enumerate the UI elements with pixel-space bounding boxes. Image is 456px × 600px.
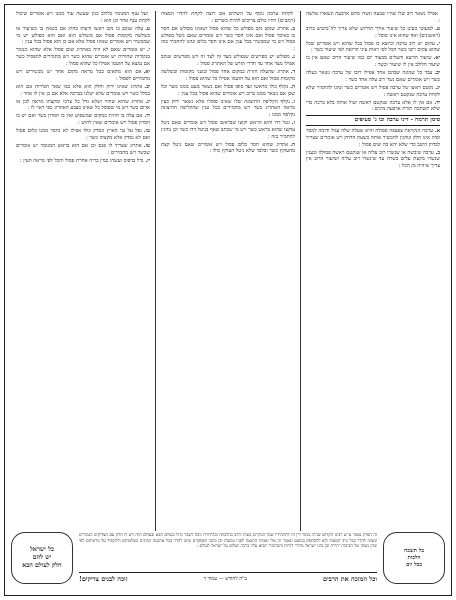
paragraph [16, 11, 150, 25]
paragraph [16, 26, 150, 46]
paragraph-text: אתרוג שהעלה חזזית במקום אחד פסול ובשני מקומות ובשלשה מקומות פסול ואם הוא על חוטמו אפילו כל שהוא פסול : [161, 68, 295, 82]
paragraph [306, 85, 440, 99]
paragraph [16, 158, 150, 165]
paragraph-text: עלה שנקב בו נקב ראשו ודעתו בחוץ אם כשאין בו כשיעור או בשלשה מקומות פסול אם משולש הוא ואם הוא מפולש יש מי שמכשיר ויש אומרים שאינו פסול אלא אם כן הוא פסול בכל ענין : [16, 25, 150, 46]
paragraph-mark: יב. [144, 83, 150, 90]
logo-line: בכל יום [406, 561, 422, 568]
paragraph [306, 26, 440, 40]
paragraph-text: נפל על גבי הארץ ונסדק כולו אפילו לא נחסר ממנו כלום פסול ואם לא נסדק אלא מקצתו כשר : [16, 128, 150, 141]
paragraph [306, 150, 440, 170]
paragraph-text: עבד כל שמונה שבהם אחד אפילו רובו של ערבה נשאר בעלה כשר ויש אומרים שאם נשר רוב עלה אחד כשר : [306, 70, 440, 83]
paragraph [161, 69, 295, 83]
paragraph-mark: ג. [291, 54, 295, 61]
footer-note: זה הפרק נאמר ע"ש רבינו הקדוש שהיה מוסר דין זה לתלמידיו שכל המקיים מצות לולב כהלכתה ובהידורה זוכה לשכר גדול בעולם הבא ובעולם הזה ויש לו חלק עם הצדיקים הגמורים ומצוה להדר בכל מיני המצוה ולא להסתפק במועט ונאמר זה אלי ואנוהו התנאה לפניו במצות וכן כתבו הפוסקים שיש להדר בכל ארבעה המינים בשלמותם ולהקפיד על מראיתם לפי שהן מצוה של חביבות יתירה וכן נהגו ישראל מדורי דורות והמחמיר תבוא עליו ברכה ושלום על ישראל לעולם : [79, 533, 377, 550]
paragraph-mark: ט. [435, 25, 440, 32]
paragraph-text: נטל דדו והוא הראש וקוצו שבראשו פסול ויש אומרים שאם ניטל עוקצו שהוא בראש כשר ויש מי שכתב שאף בניטל דדו כשר וכן נוהגין להחמיר בזה : [161, 120, 295, 140]
logo-line: חלק לעולם הבא [22, 562, 62, 569]
column-right [301, 11, 445, 531]
paragraph-text: אתרוג שהוא שחור ושלא גדל כל צרכו ומקצתו מראה לבן או אדום כשר ויש מי שפוסל כל שאינו בצבע האתרוג כפי ראוי לו : [16, 98, 150, 112]
paragraph-mark: ב. [290, 25, 295, 32]
paragraph-mark: יד. [144, 113, 150, 120]
paragraph-mark: ב. [435, 149, 440, 156]
paragraph-mark: יב. [434, 70, 440, 77]
paragraph-text: שיעור הדשא והעלים מבעוד יום כמו שיעור הרוב שאם אין בו שיעור הלולב אין לו שיעור וכשר : [306, 55, 440, 69]
paragraph-text: יש אומרים שאם לא היה באתרוג שום פסול אלא שהוא מנומר בנקודות שחורות יש אומרים שהוא כשר ויש מחמירים להפסיל כשר אם נמצא על חוטמו אפילו כל שהוא פסול : [16, 47, 150, 67]
paragraph [161, 120, 295, 140]
paragraph-mark: ו. [291, 98, 295, 105]
paragraph-text: למעוטי בעינן כל שיעור אורך הדרוש שלא צריך לה־ביטוש ברוב (ראשונים) ואף שהוא אינו פוסל : [306, 25, 440, 39]
paragraph-mark: ה. [290, 83, 295, 90]
paragraph-mark: א. [434, 128, 440, 135]
column-left [11, 11, 156, 531]
paragraph [161, 99, 295, 119]
paragraph-mark: טז. [143, 142, 150, 149]
paragraph-text: לקחת ערבה נוסף על השתים אם רוצה לקחת להדר המצוה (רמב״ם) ויהיו כולם צריכים להיות כשרים : [161, 11, 295, 24]
logo-line: הלכות [407, 554, 421, 561]
paragraph-mark: טו. [143, 128, 150, 135]
footer-bar-left: זוכה לבנים צדיקים! [79, 575, 128, 583]
paragraph-text: גדל בדפוס ועשהו כמין בריה אחרת פסול והכל לפי מראה העין : [19, 157, 144, 164]
logo-line: בל תשכח [404, 547, 424, 554]
paragraph-text: נקטם ראשו של ערבה פסול ויש אומרים כשר ונהגו להחמיר שלא לקחת ערבה שנקטם ראשה : [306, 84, 440, 98]
paragraph [16, 113, 150, 127]
footer-bar-right: וכל המזכה את הרבים [322, 575, 377, 583]
paragraph [16, 84, 150, 98]
paragraph-text: אתרוג שנקב נקב מפולש כל שהוא פסול ושאינו מפולש אם חסר בו כאיסר פסול ואם אינו חסר כשר ויש אומרים שאם ניטל מפולש פסול ויש מי שמכשיר בכל ענין אם אינו חסר כלום ונהגו להחמיר בזה : [161, 25, 295, 53]
paragraph [161, 84, 295, 98]
paragraph [161, 142, 295, 156]
paragraph-mark: יד. [434, 99, 440, 106]
paragraph [306, 70, 440, 84]
paragraph [306, 100, 440, 114]
paragraph [306, 11, 440, 25]
paragraph [16, 143, 150, 157]
paragraph-text: ערבה שיבשה או שנשרו רוב עליה או שנקטם ראשה פסולה ובענין שנשרו מקצת עלים כשרה עד שינשרו רוב עליה ושיעור הרוב אין צריך שיהיה מן הכל : [306, 149, 440, 170]
paragraph [161, 26, 295, 53]
paragraph-text: אפילו נשאר רוב שלו שהיו שבעה ונשרו מהם ארבעה ונשארו שלשה : [306, 11, 440, 24]
column-right-paragraphs [306, 11, 440, 113]
paragraph [16, 128, 150, 142]
paragraph-text: אתרוג שאינו ירוק וחלק הוא אלא כמו שאר הפירות אם הוא בכלל כשר ויש אומרים שלא יטלנו בברכה אלא אם כן אין לו אחר : [16, 83, 150, 97]
paragraph [16, 47, 150, 67]
footer-logo-left [11, 532, 73, 584]
paragraph [16, 69, 150, 83]
text-columns [11, 11, 445, 531]
paragraph-text: מפולש יש מפרשים שנפולש מצד זה לצד זה ויש מפרשים שנקב אפילו מצד אחד עד חדרי הזרע של האתרוג פסול : [161, 54, 295, 67]
section-heading: סימן תרמח - דיני ערבה ובו ג' סעיפים [306, 115, 440, 126]
paragraph-mark: יז. [145, 157, 150, 164]
paragraph-text: אתרוג שהוא חסר כלום פסול ויש אומרים שאם ניטל קצת מהעוקץ כשר ובלבד שלא ניטל העוקץ כולו : [161, 141, 295, 155]
paragraph-text: אם הוא מתאים בכל מראה מקום אחד יש מכשירים ויש מחמירים לפסול : [16, 68, 150, 82]
paragraph [306, 41, 440, 55]
paragraph [306, 55, 440, 69]
paragraph-mark: ז. [291, 120, 295, 127]
paragraph-mark: י. [436, 40, 440, 47]
document-page [4, 4, 452, 596]
footer-logo-right [383, 532, 445, 584]
logo-line: כל ישראל [30, 546, 54, 553]
paragraph-mark: יא. [433, 55, 440, 62]
column-right-paragraphs-2 [306, 128, 440, 170]
paragraph-text: נקלף הקליפה החיצונה שלו שאינו פוסלו אלא נשאר ירוק כעין מראה האתרוג כשר ויש מחמירים בכל ענין שהקליפה החיצונה נקלפה ממנו : [161, 98, 295, 119]
paragraph-text: ועל ענף המנומר בלולב כגון שעשה עוד ממנו ויש אומרים שיכול לקחת ענף אחר וכן הוא : [16, 11, 150, 24]
paragraph-mark: יג. [435, 84, 440, 91]
paragraph [161, 11, 295, 25]
paragraph-mark: יג. [145, 98, 150, 105]
paragraph [306, 128, 440, 148]
paragraph-mark: ד. [290, 68, 295, 75]
footer-bar [79, 572, 377, 585]
paragraph-mark: י. [146, 47, 150, 54]
column-middle [156, 11, 301, 531]
footer-bar-middle: ב"ה לחודש — עמוד ד [203, 576, 247, 582]
logo-line: יש להם [32, 554, 52, 561]
paragraph-text: אם עלה בו חזזית במקום שמשפיע ואין בו חסרון כשר ואם יש בו חסרון פסול ויש אומרים שאין לחוש : [16, 113, 150, 127]
paragraph [16, 99, 150, 113]
paragraph-text: נקלף כולו מראשו ועד סופו פסול ואם נשאר מעט ממנו כשר וכל שכן אם נשאר ממנו ברוב ויש אומרים שהוא פסול בכל ענין : [161, 83, 295, 97]
paragraph [161, 54, 295, 68]
paragraph-text: אתרוג שצריך לו פגם וכן אם הוא בראש המנומר יש אומרים שכשר ויש מחמירים : [16, 142, 150, 156]
paragraph-mark: ט. [145, 25, 150, 32]
paragraph-text: ערבה הנקראת צפצפה פסולה והיא שעלה שלה עגול ודומה למסר ופיה אינו חלק ונוהגין להכשיר אותה בשעת הדחק ויש אומרים שצריך לבדוק היטב כדי שלא יהא בה שום פסול : [306, 128, 440, 148]
paragraph-text: אם אין לו אלא ערבה שנקטם ראשה יטול אותה בלא ברכה כדי שלא תשתכח תורת ארבעה מינים : [306, 99, 440, 113]
paragraph-mark: יא. [143, 68, 150, 75]
paragraph-mark: ח. [290, 141, 295, 148]
paragraph-text: עקום יש רוב ערבה וכיוצא בו פסול בכל שהוא ויש אומרים שכל שהוא עקום רובו כשר הכל לפי ראות עיני הרואה לפי שיעור כשר : [306, 40, 440, 54]
